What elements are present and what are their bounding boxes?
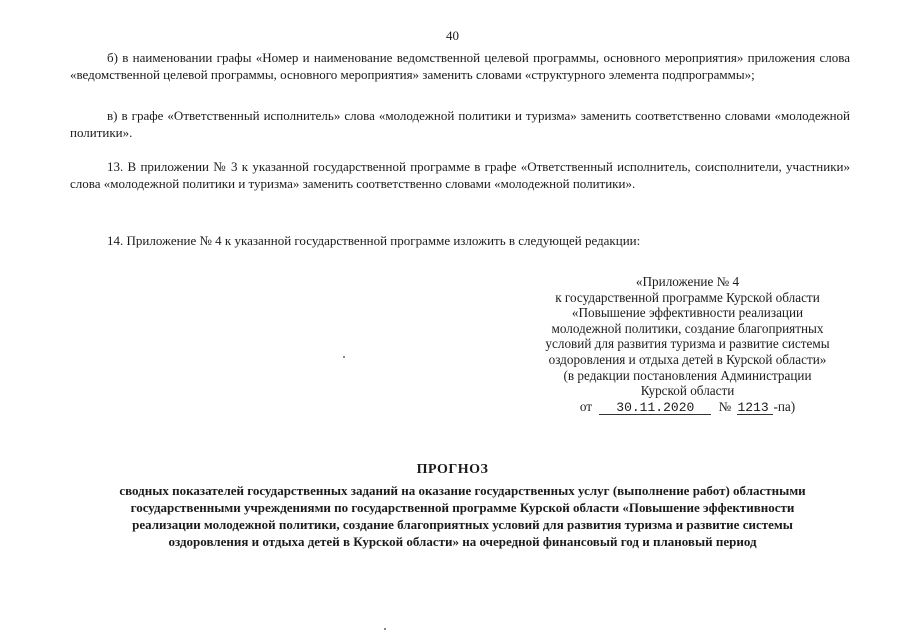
appendix-date-line: [505, 399, 870, 415]
appendix-line: молодежной политики, создание благоприятных: [551, 320, 824, 336]
appendix-header: [505, 274, 870, 415]
document-title: ПРОГНОЗ: [416, 462, 489, 477]
appendix-line: «Повышение эффективности реализации: [571, 305, 804, 321]
number-sign: №: [718, 398, 732, 414]
appendix-line: Курской области: [640, 383, 735, 399]
appendix-line: условий для развития туризма и развитие системы: [545, 336, 830, 352]
document-subtitle: [70, 482, 855, 550]
page-number: 40: [446, 28, 459, 43]
paragraph-b: б) в наименовании графы «Номер и наименование ведомственной целевой программы, основного мероприятия» приложения слова «ведомственной целевой программы, основного мероприятия» заменить словами «структурного элемента подпрограммы»;: [70, 50, 850, 82]
paragraph-14: 14. Приложение № 4 к указанной государственной программе изложить в следующей редакции:: [107, 233, 641, 248]
appendix-line: к государственной программе Курской области: [555, 289, 820, 305]
appendix-line: «Приложение № 4: [635, 274, 740, 289]
subtitle-line: реализации молодежной политики, создание благоприятных условий для развития туризма и развитие системы: [132, 517, 793, 532]
decree-number: 1213: [737, 401, 773, 415]
subtitle-line: оздоровления и отдыха детей в Курской области» на очередной финансовый год и плановый период: [168, 534, 757, 549]
appendix-line: оздоровления и отдыха детей в Курской области»: [548, 351, 827, 367]
paragraph-v: в) в графе «Ответственный исполнитель» слова «молодежной политики и туризма» заменить соответственно словами «молодежной политики».: [70, 108, 850, 140]
scan-speck: [343, 356, 345, 358]
appendix-line: (в редакции постановления Администрации: [563, 367, 812, 383]
date-prefix: от: [579, 398, 592, 414]
scan-speck: [384, 628, 386, 630]
subtitle-line: сводных показателей государственных заданий на оказание государственных услуг (выполнение работ) областными: [119, 483, 806, 498]
decree-date: 30.11.2020: [599, 401, 711, 415]
number-suffix: -па): [773, 398, 796, 414]
subtitle-line: государственными учреждениями по государственной программе Курской области «Повышение эффективности: [130, 500, 795, 515]
paragraph-13: 13. В приложении № 3 к указанной государственной программе в графе «Ответственный исполнитель, соисполнители, участники» слова «молодежной политики и туризма» заменить соответственно словами «молодежной политики».: [70, 159, 850, 191]
